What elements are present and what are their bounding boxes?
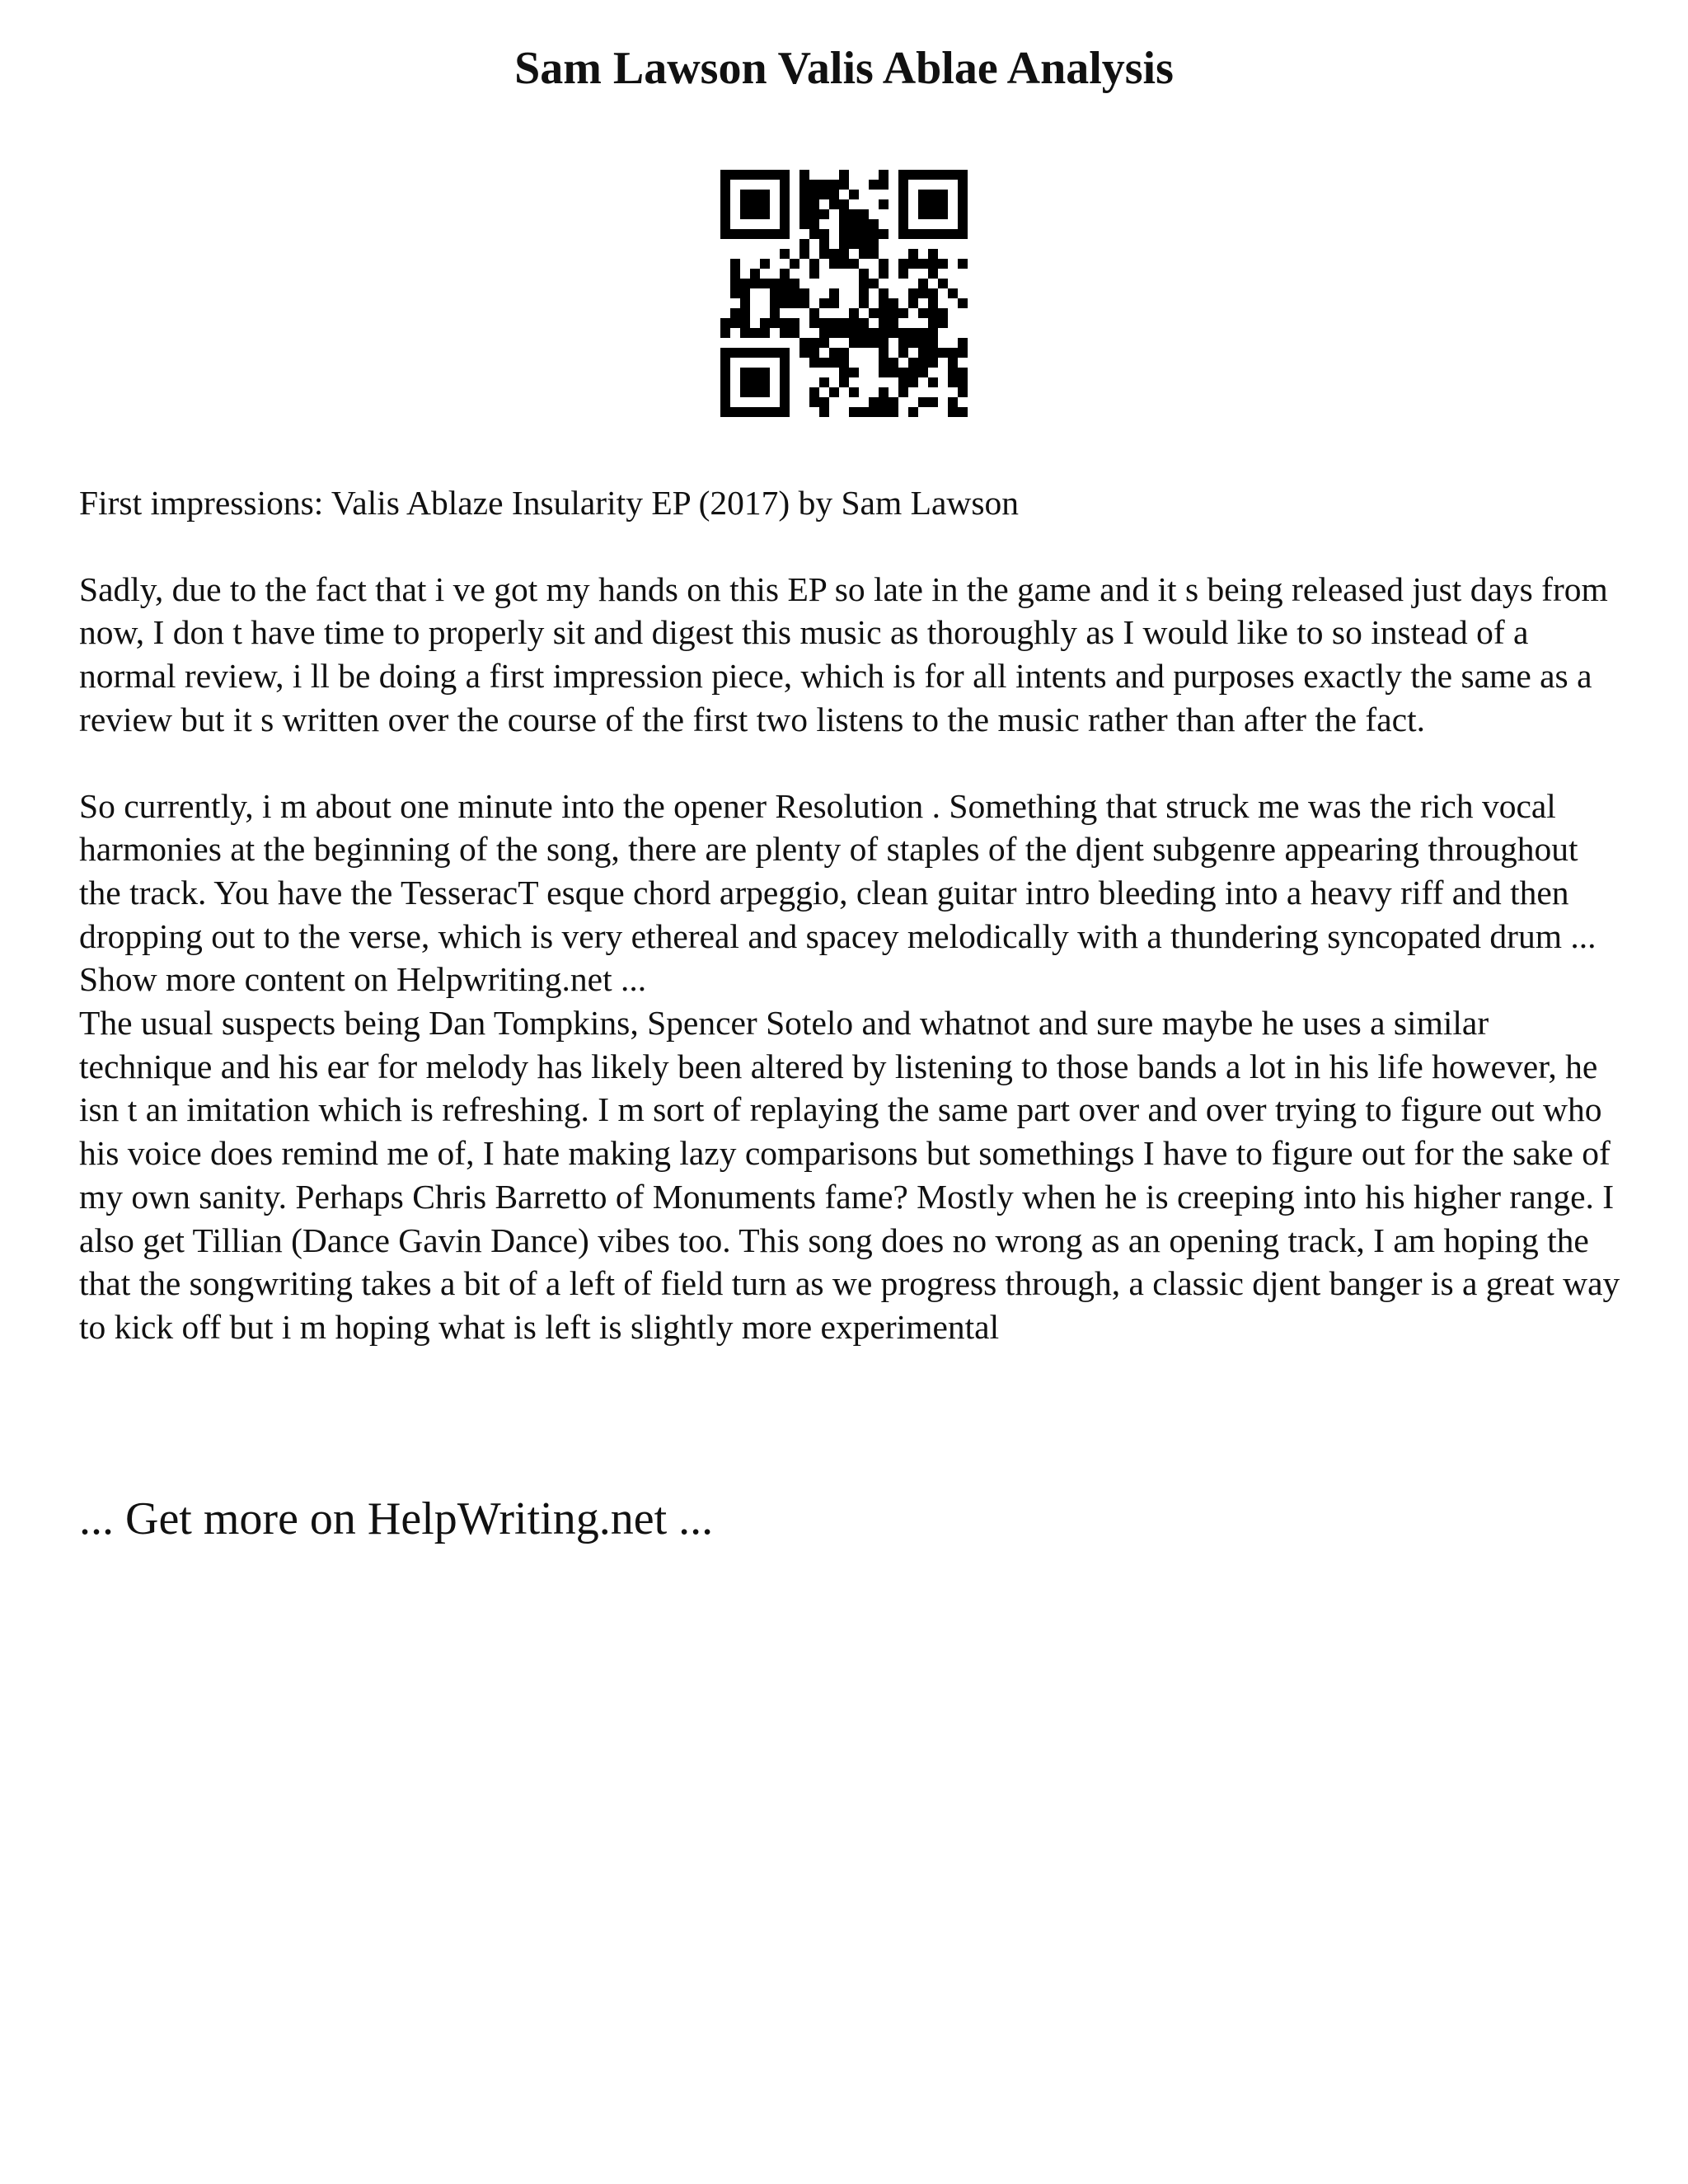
article-subtitle: First impressions: Valis Ablaze Insularity EP (2017) by Sam Lawson bbox=[79, 484, 1020, 522]
qr-code-icon bbox=[720, 170, 968, 417]
page-title: Sam Lawson Valis Ablae Analysis bbox=[514, 43, 1174, 94]
article-body bbox=[79, 481, 1620, 1349]
paragraph-vocalist: The usual suspects being Dan Tompkins, Spencer Sotelo and whatnot and sure maybe he uses a similar technique and his ear for melody has likely been altered by listening to those bands a lot in his life however, he isn t an imitation which is refreshing. I m sort of replaying the same part over and over trying to figure out who his voice does remind me of, I hate making lazy comparisons but somethings I have to figure out for the sake of my own sanity. Perhaps Chris Barretto of Monuments fame? Mostly when he is creeping into his higher range. I also get Tillian (Dance Gavin Dance) vibes too. This song does no wrong as an opening track, I am hoping the that the songwriting takes a bit of a left of field turn as we progress through, a classic djent banger is a great way to kick off but i m hoping what is left is slightly more experimental bbox=[79, 1004, 1620, 1346]
paragraph-intro: Sadly, due to the fact that i ve got my hands on this EP so late in the game and it s being released just days from now, I don t have time to properly sit and digest this music as thoroughly as I would like to so instead of a normal review, i ll be doing a first impression piece, which is for all intents and purposes exactly the same as a review but it s written over the course of the first two listens to the music rather than after the fact. bbox=[79, 569, 1608, 738]
get-more-link[interactable]: ... Get more on HelpWriting.net ... bbox=[79, 1493, 714, 1544]
paragraph-resolution: So currently, i m about one minute into the opener Resolution . Something that struck me was the rich vocal harmonies at the beginning of the song, there are plenty of staples of the djent subgenre appearing throughout the track. You have the TesseracT esque chord arpeggio, clean guitar intro bleeding into a heavy riff and then dropping out to the verse, which is very ethereal and spacey melodically with a thundering syncopated drum ... Show more content on Helpwriting.net ... bbox=[79, 786, 1597, 999]
qr-modules bbox=[720, 170, 968, 417]
